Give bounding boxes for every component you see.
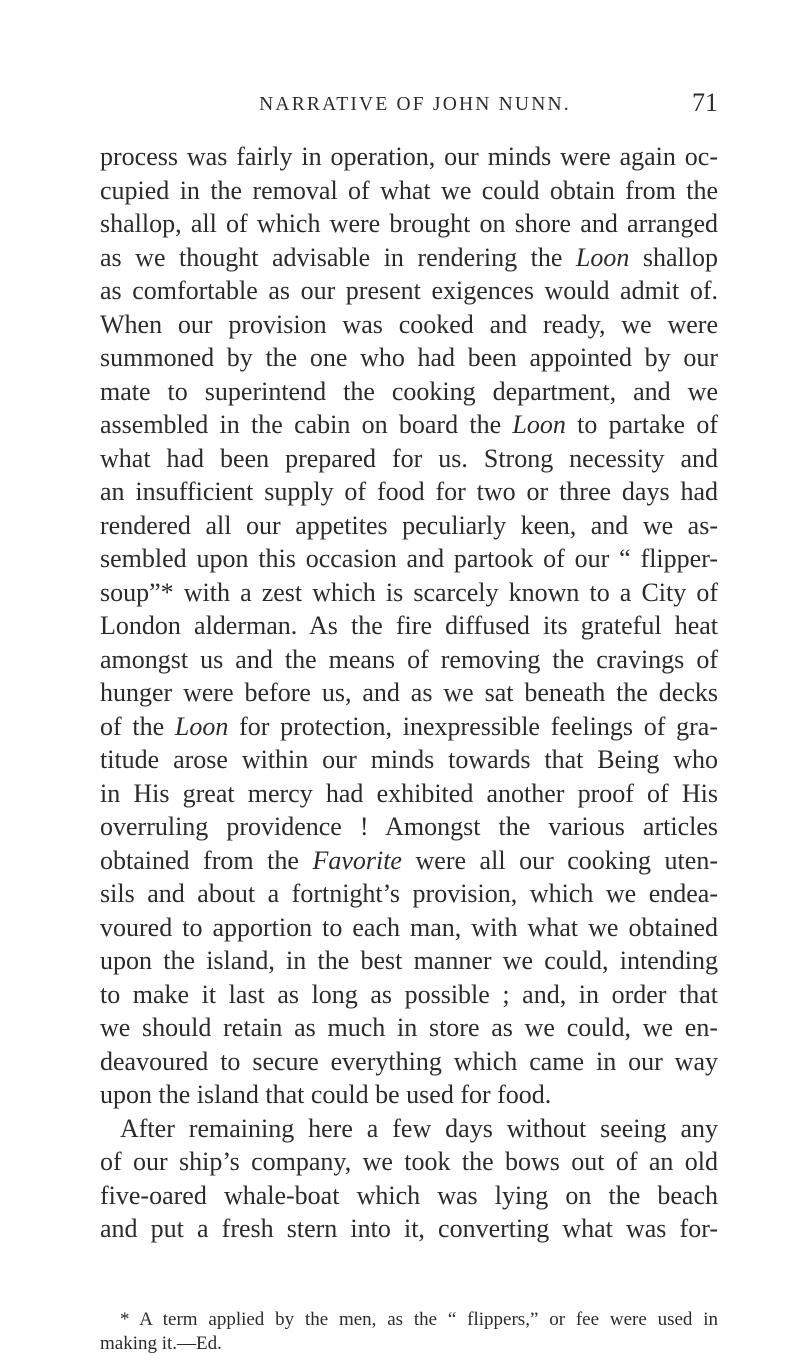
text-line: as comfortable as our present exigences would admit of.: [100, 276, 718, 305]
text-line: mate to superintend the cooking department, and we: [100, 376, 718, 406]
text-line: as we thought advisable in rendering the Loon shallop: [100, 242, 719, 272]
page-header: [112, 90, 718, 120]
vessel-name: Favorite: [312, 845, 402, 875]
text-line: deavoured to secure everything which came in our way: [100, 1046, 718, 1076]
text-line: After remaining here a few days without seeing any: [120, 1113, 718, 1143]
text-line: of the Loon for protection, inexpressible feelings of gra-: [100, 711, 718, 741]
text-line: amongst us and the means of removing the cravings of: [100, 644, 718, 674]
text-line: overruling providence ! Amongst the various articles: [100, 812, 718, 841]
footnote-line: making it.—Ed.: [100, 1333, 222, 1354]
text-line: obtained from the Favorite were all our cooking uten-: [100, 845, 718, 875]
footnote: [100, 1308, 718, 1356]
text-line: upon the island that could be used for food.: [100, 1080, 552, 1109]
text-line: summoned by the one who had been appointed by our: [100, 343, 718, 372]
page-number: 71: [692, 88, 718, 117]
text-line: voured to apportion to each man, with what we obtained: [100, 912, 718, 942]
text-line: shallop, all of which were brought on shore and arranged: [100, 209, 718, 238]
vessel-name: Loon: [174, 711, 229, 741]
text-line: process was fairly in operation, our minds were again oc-: [100, 142, 718, 171]
text-line: of our ship’s company, we took the bows out of an old: [100, 1147, 718, 1176]
text-line: sils and about a fortnight’s provision, which we endea-: [100, 879, 718, 908]
text-line: titude arose within our minds towards that Being who: [100, 745, 718, 774]
text-line: sembled upon this occasion and partook of our “ flipper-: [100, 544, 718, 573]
body-text: [100, 140, 718, 1246]
text-line: to make it last as long as possible ; and, in order that: [100, 979, 718, 1009]
text-line: London alderman. As the fire diffused its grateful heat: [100, 611, 718, 640]
text-line: what had been prepared for us. Strong necessity and: [100, 443, 718, 473]
text-line: soup”* with a zest which is scarcely known to a City of: [100, 577, 718, 607]
vessel-name: Loon: [575, 242, 630, 272]
text-line: rendered all our appetites peculiarly keen, and we as-: [100, 510, 718, 540]
text-line: upon the island, in the best manner we could, intending: [100, 946, 718, 975]
text-line: an insufficient supply of food for two or three days had: [100, 477, 718, 506]
text-line: cupied in the removal of what we could obtain from the: [100, 175, 718, 205]
vessel-name: Loon: [512, 410, 566, 439]
running-head: NARRATIVE OF JOHN NUNN.: [259, 94, 571, 115]
text-line: When our provision was cooked and ready, we were: [100, 309, 718, 339]
text-line: and put a fresh stern into it, converting what was for-: [100, 1214, 718, 1243]
footnote-line: * A term applied by the men, as the “ flippers,” or fee were used in: [120, 1309, 718, 1330]
text-line: five-oared whale-boat which was lying on the beach: [100, 1180, 718, 1210]
text-line: in His great mercy had exhibited another proof of His: [100, 778, 718, 808]
text-line: assembled in the cabin on board the Loon to partake of: [100, 410, 719, 439]
text-line: we should retain as much in store as we could, we en-: [100, 1013, 718, 1042]
text-line: hunger were before us, and as we sat beneath the decks: [100, 678, 718, 707]
